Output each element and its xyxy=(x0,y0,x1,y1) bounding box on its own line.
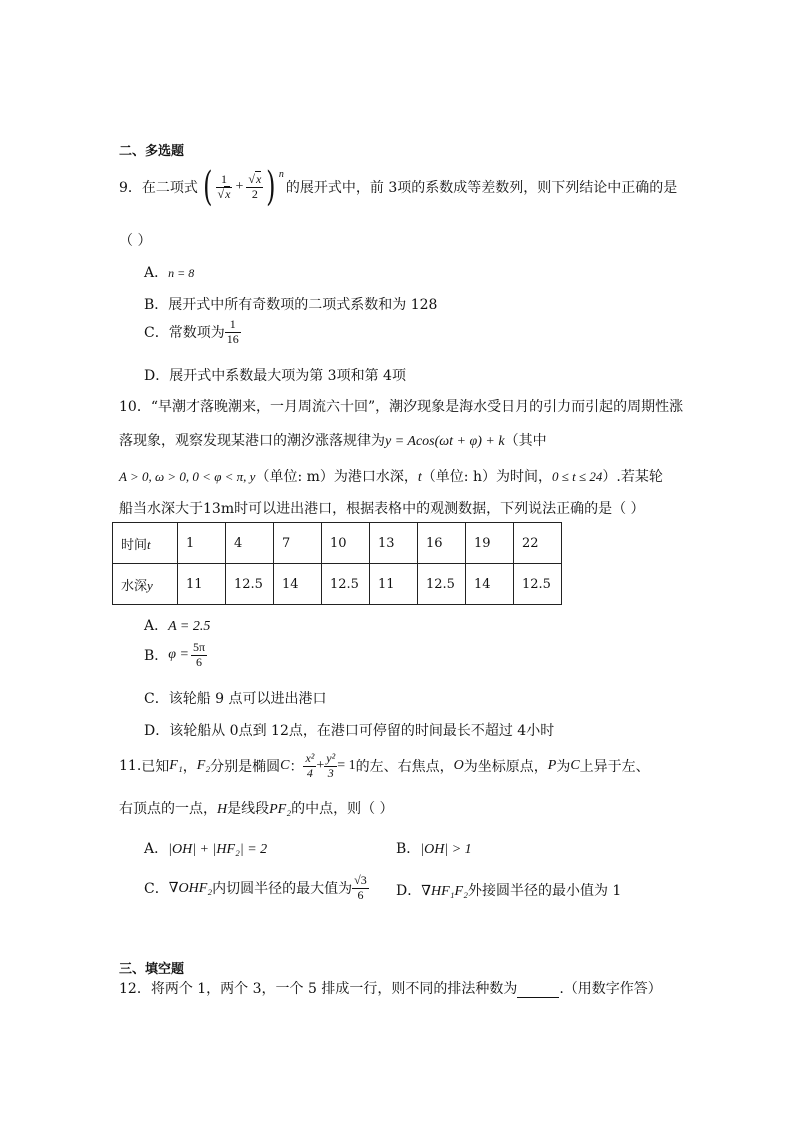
table-cell: 7 xyxy=(274,523,322,564)
table-cell: 22 xyxy=(514,523,562,564)
table-cell: 4 xyxy=(226,523,274,564)
table-cell: 16 xyxy=(418,523,466,564)
option-b: B．展开式中所有奇数项的二项式系数和为 128 xyxy=(144,297,438,313)
question-text: 在二项式 xyxy=(141,180,198,196)
option-c: C． 常数项为 $\frac{1}{16}$ xyxy=(144,317,239,346)
table-cell: 10 xyxy=(322,523,370,564)
table-cell: 14 xyxy=(274,564,322,605)
table-cell: 11 xyxy=(178,564,226,605)
question-text: 的展开式中，前 3项的系数成等差数列，则下列结论中正确的是 xyxy=(285,180,678,196)
table-header-time: 时间t xyxy=(113,523,178,564)
observation-table xyxy=(112,522,562,605)
question-number: 10． xyxy=(119,399,151,415)
question-12: 12．将两个 1，两个 3，一个 5 排成一行，则不同的排法种数为 .（用数字作答） xyxy=(119,981,662,997)
table-cell: 13 xyxy=(370,523,418,564)
option-d: D．展开式中系数最大项为第 3项和第 4项 xyxy=(144,368,406,384)
binomial-expression: ( $\frac{1}{√x}$ + $\frac{√x}{2}$ ) n xyxy=(203,164,284,210)
question-9-stem xyxy=(119,165,677,209)
question-number: 12． xyxy=(119,981,151,997)
table-cell: 12.5 xyxy=(418,564,466,605)
option-b: B．|OH| > 1 xyxy=(396,841,472,857)
table-row xyxy=(113,523,562,564)
table-cell: 14 xyxy=(466,564,514,605)
question-10-line-1: 10．“早潮才落晚潮来，一月周流六十回”，潮汐现象是海水受日月的引力而引起的周期性涨 xyxy=(119,399,684,415)
question-10-line-4: 船当水深大于13m时可以进出港口，根据表格中的观测数据，下列说法正确的是（ ） xyxy=(119,501,645,517)
question-10-line-2: 落现象，观察发现某港口的潮汐涨落规律为y = Acos(ωt + φ) + k（其中 xyxy=(119,433,547,449)
answer-blank[interactable] xyxy=(517,983,559,998)
table-cell: 1 xyxy=(178,523,226,564)
question-number: 11. xyxy=(119,758,142,774)
table-row xyxy=(113,564,562,605)
question-11-line-2: 右顶点的一点，H是线段PF₂的中点，则（ ） xyxy=(119,801,394,817)
table-cell: 12.5 xyxy=(514,564,562,605)
section-heading-multiple-choice: 二、多选题 xyxy=(119,144,185,159)
tide-formula: y = Acos(ωt + φ) + k xyxy=(385,434,505,449)
question-11-line-1: 11. 已知 F₁ ， F₂ 分别是椭圆 C ： $\frac{\text{x²}}{4}$ + $\frac{\text{y²}}{3}$ = 1 的左、右焦点， O 为坐标原点， P 为 C 上异于左、 xyxy=(119,750,650,780)
question-number: 9． xyxy=(119,180,142,196)
option-a: A．|OH| + |HF₂| = 2 xyxy=(144,841,268,857)
table-cell: 11 xyxy=(370,564,418,605)
option-d: D．该轮船从 0点到 12点，在港口可停留的时间最长不超过 4小时 xyxy=(144,723,555,739)
option-a: A．n = 8 xyxy=(144,265,195,281)
question-10-line-3: A > 0, ω > 0, 0 < φ < π, y（单位: m）为港口水深，t（单位: h）为时间，0 ≤ t ≤ 24）.若某轮 xyxy=(119,469,663,485)
option-c: C． ∇OHF₂ 内切圆半径的最大值为 $\frac{√3}{6}$ xyxy=(144,872,367,902)
table-cell: 19 xyxy=(466,523,514,564)
option-a: A．A = 2.5 xyxy=(144,618,211,634)
table-cell: 12.5 xyxy=(226,564,274,605)
option-d: D．∇HF₁F₂外接圆半径的最小值为 1 xyxy=(396,883,622,899)
answer-parentheses: （ ） xyxy=(119,233,152,249)
option-c: C．该轮船 9 点可以进出港口 xyxy=(144,691,327,707)
option-b: B． φ = $\frac{5\pi}{6}$ xyxy=(144,640,206,669)
table-header-depth: 水深y xyxy=(113,564,178,605)
section-heading-fill-in: 三、填空题 xyxy=(119,962,185,977)
table-cell: 12.5 xyxy=(322,564,370,605)
